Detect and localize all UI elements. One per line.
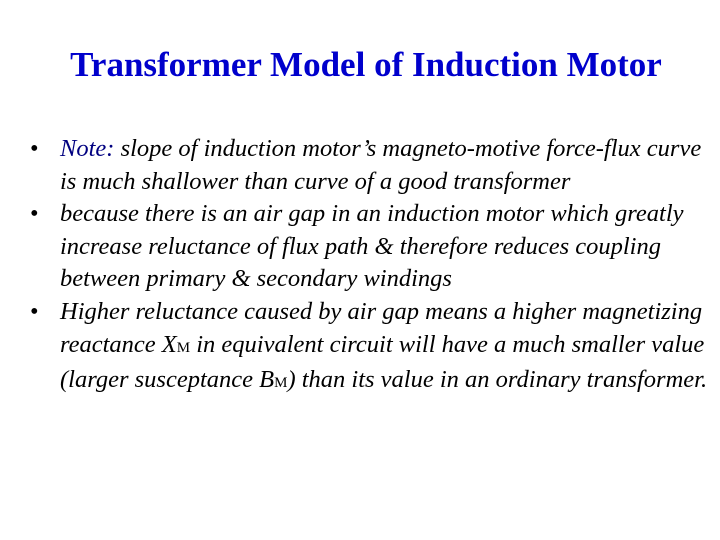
bullet-dot-icon: • (30, 135, 39, 162)
subscript-xm: M (176, 339, 191, 356)
bullet-list (30, 133, 710, 400)
bullet-dot-icon: • (30, 297, 39, 325)
slide-title: Transformer Model of Induction Motor (70, 45, 662, 84)
note-label-colon: : (106, 135, 115, 162)
bullet-text: slope of induction motor’s magneto-motive force-flux curve is much shallower than curve of a good transformer (60, 135, 702, 195)
bullet-item-reluctance (30, 296, 710, 400)
bullet-text: because there is an air gap in an induction motor which greatly increase reluctance of flux path & therefore reduces coupling between primary & secondary windings (60, 200, 684, 293)
bullet-dot-icon: • (30, 200, 39, 228)
note-label: Note (60, 135, 107, 162)
bullet-text-part1: Higher reluctance caused by air gap means a higher magnetizing reactance X (60, 297, 703, 358)
bullet-text-part2: in equivalent circuit will have a much smaller value (larger susceptance B (60, 330, 705, 394)
bullet-text-part3: ) than its value in an ordinary transformer. (287, 366, 708, 394)
bullet-item-air-gap (30, 198, 710, 296)
bullet-item-note (30, 133, 710, 198)
subscript-bm: M (274, 375, 288, 392)
